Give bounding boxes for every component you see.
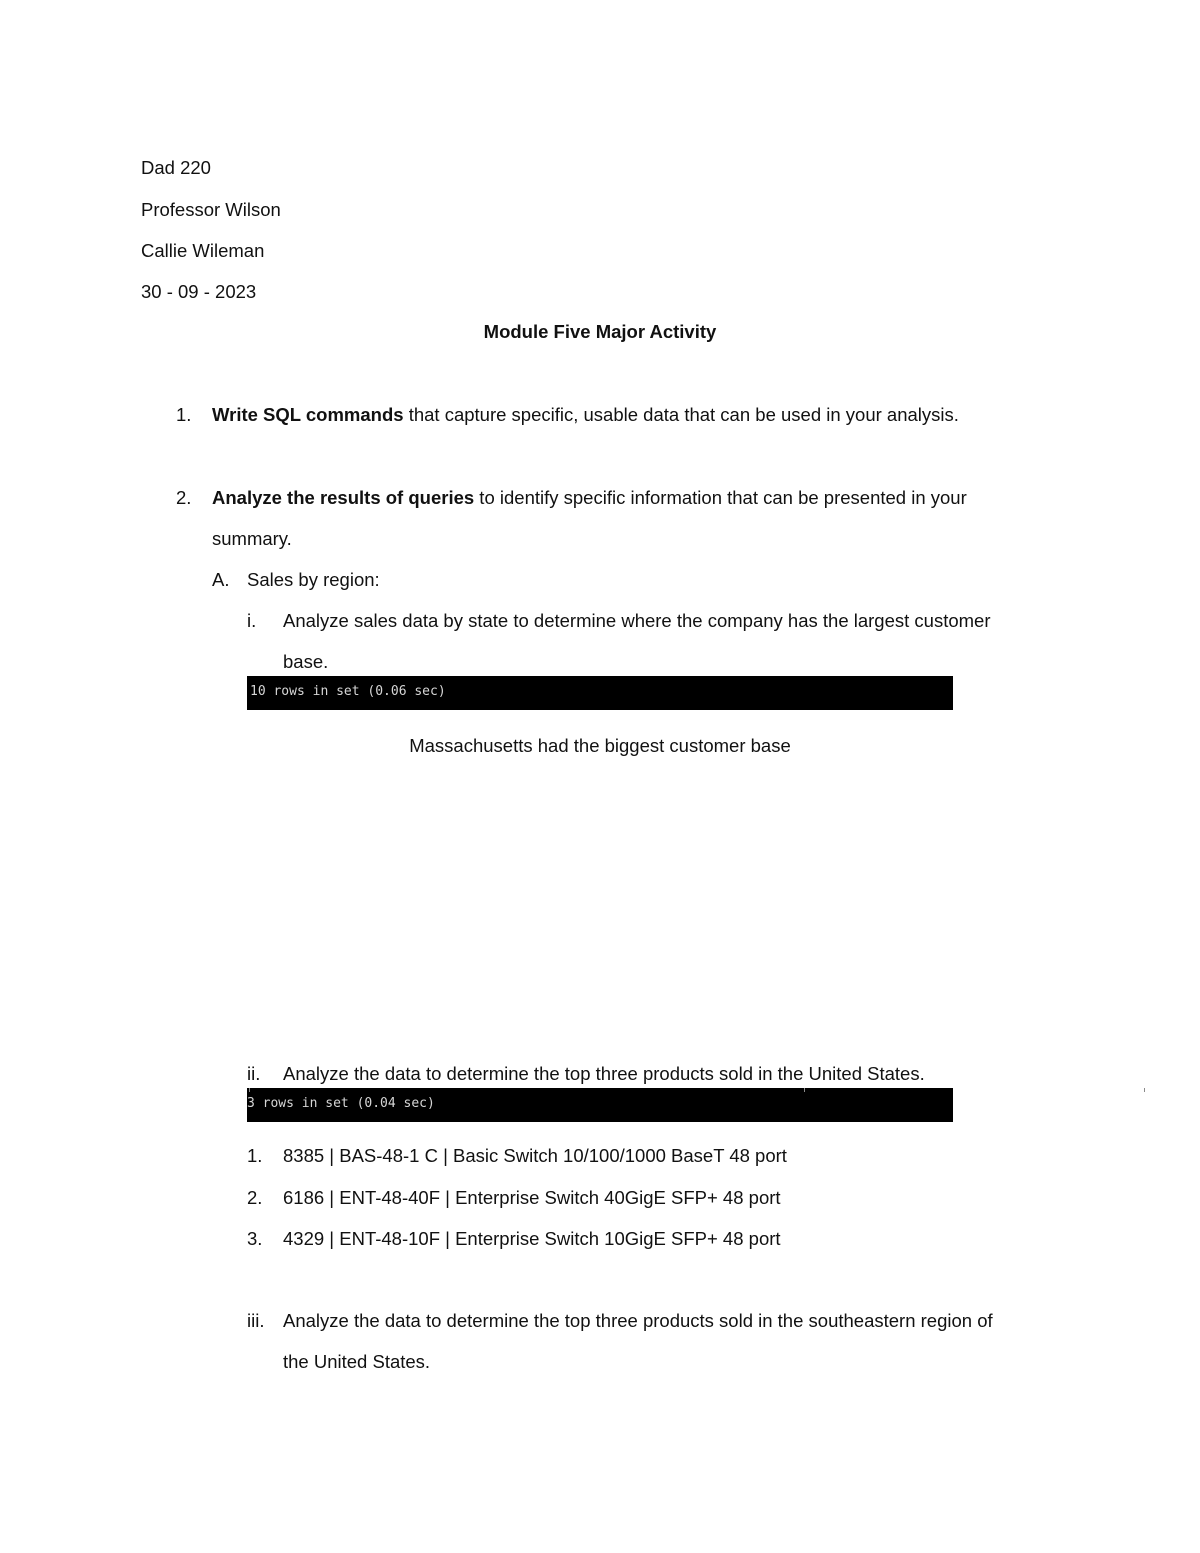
item-ii-text: Analyze the data to determine the top three products sold in the United States. xyxy=(283,1063,925,1084)
document-date: 30 - 09 - 2023 xyxy=(141,281,257,302)
item-i-marker: i. xyxy=(247,610,257,631)
task-1-rest: that capture specific, usable data that can be used in your analysis. xyxy=(403,404,959,425)
section-a-label: Sales by region: xyxy=(247,569,380,590)
result-2-text: 6186 | ENT-48-40F | Enterprise Switch 40GigE SFP+ 48 port xyxy=(283,1187,781,1208)
terminal-screenshot-1 xyxy=(247,676,953,710)
result-1-text: 8385 | BAS-48-1 C | Basic Switch 10/100/1000 BaseT 48 port xyxy=(283,1145,787,1166)
item-i-caption: Massachusetts had the biggest customer base xyxy=(409,735,791,756)
task-2-continuation: summary. xyxy=(212,528,292,549)
item-iii-marker: iii. xyxy=(247,1310,265,1331)
item-iii-continuation: the United States. xyxy=(283,1351,431,1372)
terminal-artifact xyxy=(1144,1088,1145,1092)
professor-label: Professor Wilson xyxy=(141,199,281,220)
task-2-number: 2. xyxy=(176,487,192,508)
terminal-artifact xyxy=(249,1088,250,1092)
section-a-marker: A. xyxy=(212,569,230,590)
course-label: Dad 220 xyxy=(141,157,211,178)
terminal-screenshot-2 xyxy=(247,1088,953,1122)
item-i-text: Analyze sales data by state to determine where the company has the largest customer xyxy=(283,610,991,631)
result-3-number: 3. xyxy=(247,1228,263,1249)
result-2-number: 2. xyxy=(247,1187,263,1208)
task-2-text xyxy=(212,487,967,509)
terminal-output-1: 10 rows in set (0.06 sec) xyxy=(250,684,446,699)
student-name: Callie Wileman xyxy=(141,240,265,261)
task-1-number: 1. xyxy=(176,404,192,425)
task-2-rest: to identify specific information that can be presented in your xyxy=(474,487,967,508)
terminal-artifact xyxy=(804,1088,805,1092)
item-i-continuation: base. xyxy=(283,651,329,672)
document-title: Module Five Major Activity xyxy=(483,321,717,342)
item-iii-text: Analyze the data to determine the top three products sold in the southeastern region of xyxy=(283,1310,993,1331)
task-1-bold: Write SQL commands xyxy=(212,404,404,425)
result-1-number: 1. xyxy=(247,1145,263,1166)
terminal-output-2: 3 rows in set (0.04 sec) xyxy=(247,1096,435,1111)
task-2-bold: Analyze the results of queries xyxy=(212,487,475,508)
result-3-text: 4329 | ENT-48-10F | Enterprise Switch 10GigE SFP+ 48 port xyxy=(283,1228,781,1249)
item-ii-marker: ii. xyxy=(247,1063,261,1084)
task-1-text xyxy=(212,404,959,426)
